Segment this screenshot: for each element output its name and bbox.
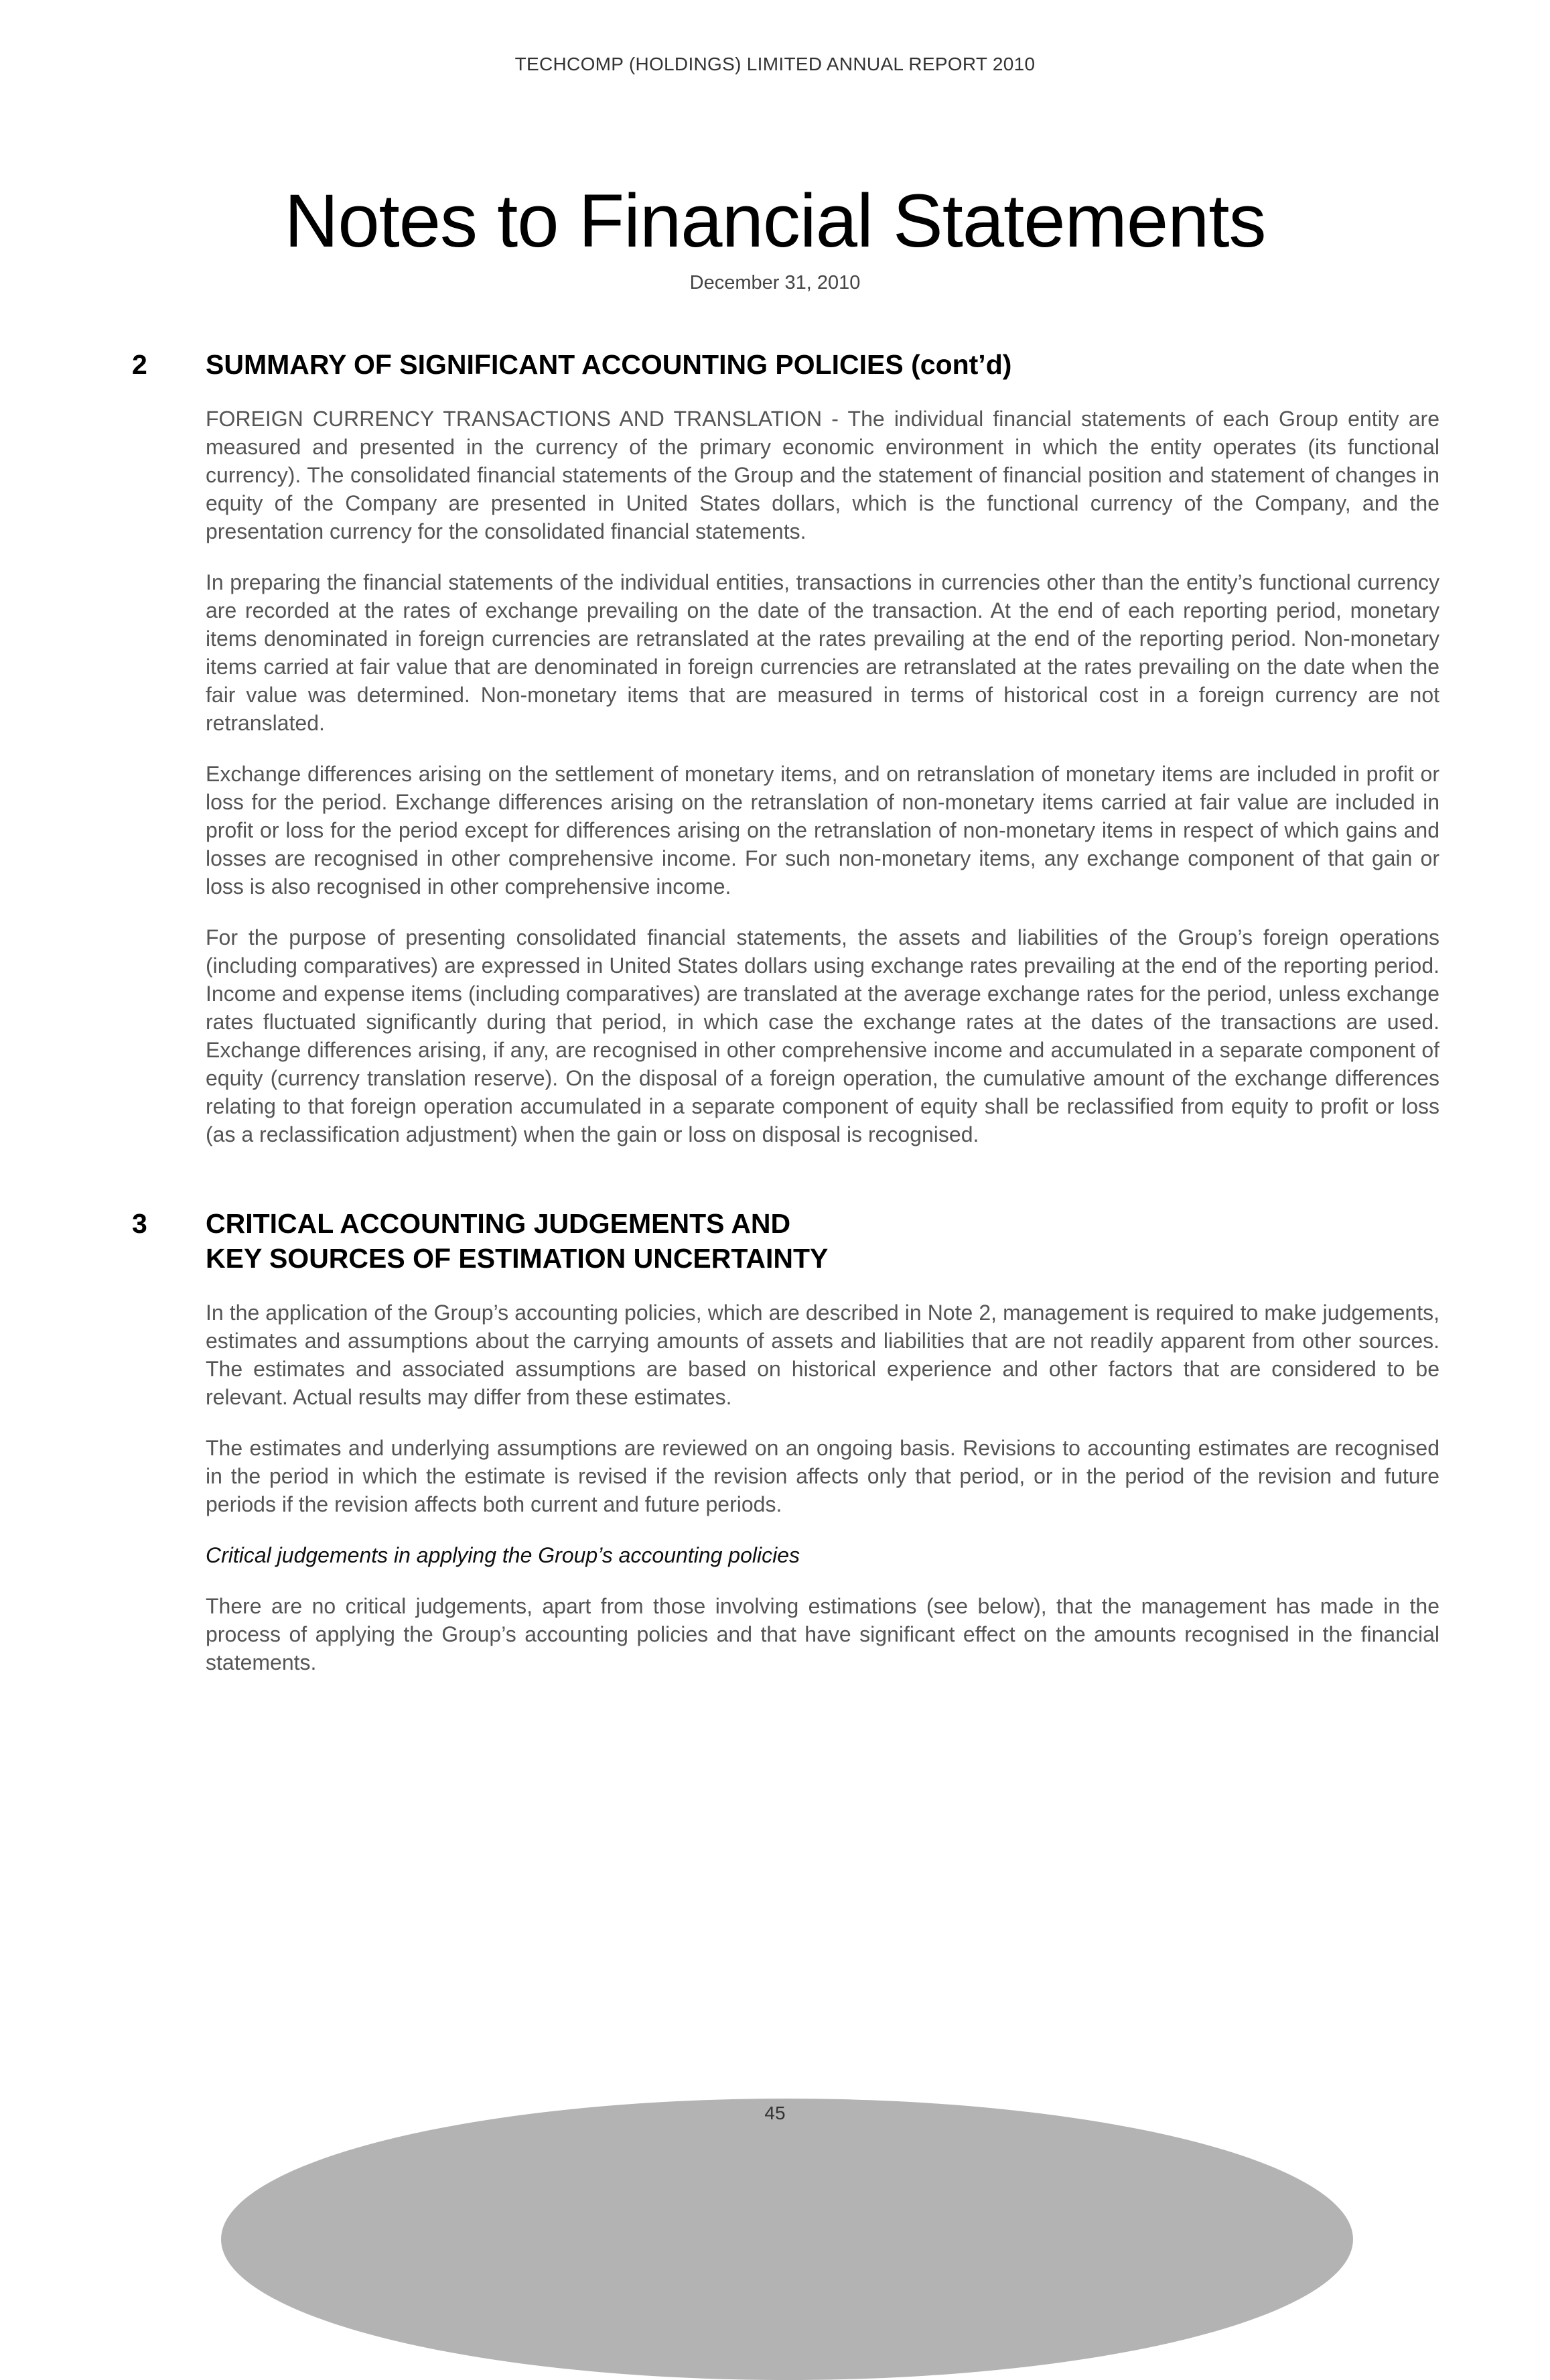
subheading: Critical judgements in applying the Group’s accounting policies bbox=[206, 1543, 800, 1567]
paragraph: Exchange differences arising on the settlement of monetary items, and on retranslation of monetary items are included in profit or loss for the period. Exchange differences arising on the retranslation of non-monetary items carried at fair value are included in profit or loss for the period except for differences arising on the retranslation of non-monetary items in respect of which gains and losses are recognised in other comprehensive income. For such non-monetary items, any exchange component of that gain or loss is also recognised in other comprehensive income. bbox=[206, 762, 1439, 899]
section-heading bbox=[206, 1206, 1438, 1276]
section-body bbox=[206, 1299, 1439, 1676]
section-number: 2 bbox=[132, 349, 147, 380]
page-date: December 31, 2010 bbox=[689, 272, 861, 293]
section-body bbox=[206, 405, 1439, 1148]
paragraph: There are no critical judgements, apart from those involving estimations (see below), that the management has made in the process of applying the Group’s accounting policies and that have significant effect on the amounts recognised in the financial statements. bbox=[206, 1594, 1439, 1674]
footer-decoration bbox=[221, 2099, 1353, 2380]
document-body bbox=[0, 347, 1550, 1676]
page-number: 45 bbox=[764, 2103, 786, 2123]
section-heading: SUMMARY OF SIGNIFICANT ACCOUNTING POLICIES (cont’d) bbox=[206, 349, 1012, 380]
paragraph: FOREIGN CURRENCY TRANSACTIONS AND TRANSLATION - The individual financial statements of each Group entity are measured and presented in the currency of the primary economic environment in which the entity operates (its functional currency). The consolidated financial statements of the Group and the statement of financial position and statement of changes in equity of the Company are presented in United States dollars, which is the functional currency of the Company, and the presentation currency for the consolidated financial statements. bbox=[206, 407, 1439, 543]
paragraph: In the application of the Group’s accounting policies, which are described in Note 2, management is required to make judgements, estimates and assumptions about the carrying amounts of assets and liabilities that are not readily apparent from other sources. The estimates and associated assumptions are based on historical experience and other factors that are considered to be relevant. Actual results may differ from these estimates. bbox=[206, 1301, 1439, 1409]
running-header: TECHCOMP (HOLDINGS) LIMITED ANNUAL REPORT 2010 bbox=[514, 54, 1036, 74]
paragraph: For the purpose of presenting consolidated financial statements, the assets and liabilities of the Group’s foreign operations (including comparatives) are expressed in United States dollars using exchange rates prevailing at the end of the reporting period. Income and expense items (including comparatives) are translated at the average exchange rates for the period, unless exchange rates fluctuated significantly during that period, in which case the exchange rates at the dates of the transactions are used. Exchange differences arising, if any, are recognised in other comprehensive income and accumulated in a separate component of equity (currency translation reserve). On the disposal of a foreign operation, the cumulative amount of the exchange differences relating to that foreign operation accumulated in a separate component of equity shall be reclassified from equity to profit or loss (as a reclassification adjustment) when the gain or loss on disposal is recognised. bbox=[206, 925, 1439, 1146]
section-3 bbox=[0, 1206, 1550, 1676]
section-heading-line: KEY SOURCES OF ESTIMATION UNCERTAINTY bbox=[206, 1243, 829, 1274]
paragraph: The estimates and underlying assumptions are reviewed on an ongoing basis. Revisions to accounting estimates are recognised in the period in which the estimate is revised if the revision affects only that period, or in the period of the revision and future periods if the revision affects both current and future periods. bbox=[206, 1436, 1439, 1516]
section-number: 3 bbox=[132, 1208, 147, 1239]
page-title: Notes to Financial Statements bbox=[284, 179, 1266, 263]
paragraph: In preparing the financial statements of the individual entities, transactions in currencies other than the entity’s functional currency are recorded at the rates of exchange prevailing on the date of the transaction. At the end of each reporting period, monetary items denominated in foreign currencies are retranslated at the rates prevailing at the end of the reporting period. Non-monetary items carried at fair value that are denominated in foreign currencies are retranslated at the rates prevailing on the date when the fair value was determined. Non-monetary items that are measured in terms of historical cost in a foreign currency are not retranslated. bbox=[206, 570, 1439, 735]
section-heading-line: CRITICAL ACCOUNTING JUDGEMENTS AND bbox=[206, 1208, 791, 1239]
section-2 bbox=[0, 347, 1550, 1148]
